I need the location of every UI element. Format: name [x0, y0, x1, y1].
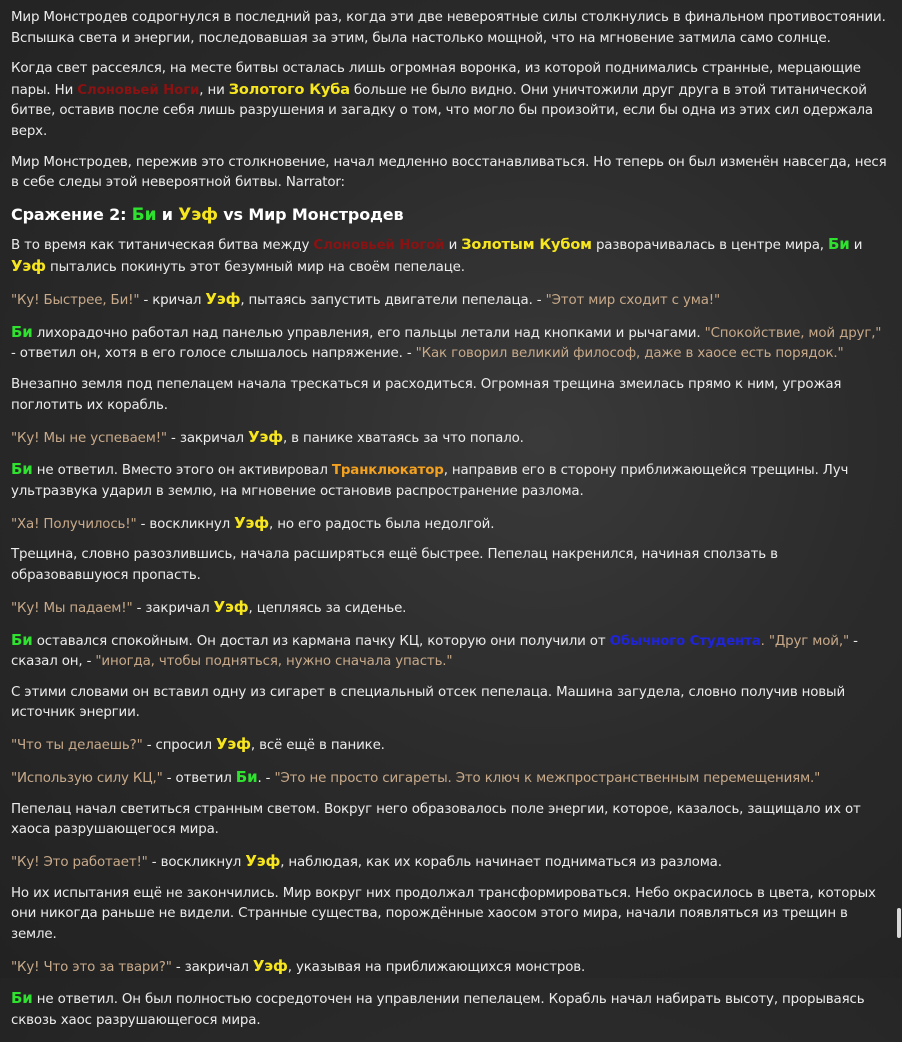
paragraph: Когда свет рассеялся, на месте битвы осталась лишь огромная воронка, из которой поднимались странные, мерцающие пары. Ни Слоновьей Ноги, ни Золотого Куба больше не было видно. Они уничтожили друг друга в этой титанической битве, оставив после себя лишь разрушения и загадку о том, что могло бы произойти, если бы одна из этих сил одержала верх. [11, 61, 873, 139]
paragraph: Но их испытания ещё не закончились. Мир вокруг них продолжал трансформироваться. Небо окрасилось в цвета, которых они никогда раньше не видели. Странные существа, порождённые хаосом этого мира, начали появляться из трещин в земле. [11, 885, 876, 942]
quote: "Ха! Получилось!" [11, 516, 137, 532]
name-bi: Би [827, 234, 850, 253]
name-slon-noga: Слоновьей Ногой [313, 237, 445, 253]
quote: "Ку! Мы падаем!" [11, 600, 133, 616]
name-wef: Уэф [252, 956, 288, 975]
quote: "Ку! Что это за твари?" [11, 959, 172, 975]
paragraph: Пепелац начал светиться странным светом. Вокруг него образовалось поле энергии, которое, казалось, защищало их от хаоса разрушающегося мира. [11, 801, 861, 838]
paragraph: Би не ответил. Он был полностью сосредоточен на управлении пепелацем. Корабль начал набирать высоту, прорываясь сквозь хаос разрушающегося мира. [11, 989, 865, 1028]
paragraph: "Ха! Получилось!" - воскликнул Уэф, но его радость была недолгой. [11, 513, 495, 532]
name-wef: Уэф [248, 427, 283, 446]
quote: . "Друг мой," [760, 633, 849, 649]
paragraph: Внезапно земля под пепелацем начала трескаться и расходиться. Огромная трещина змеилась прямо к ним, угрожая поглотить их корабль. [11, 377, 842, 413]
paragraph: "Ку! Это работает!" - воскликнул Уэф, наблюдая, как их корабль начинает подниматься из разлома. [11, 852, 722, 871]
name-bi: Би [11, 460, 33, 479]
quote: "Этот мир сходит с ума!" [545, 293, 720, 309]
quote: "Спокойствие, мой друг," [704, 325, 882, 341]
scrollbar-thumb[interactable] [897, 908, 901, 938]
quote: "Что ты делаешь?" [11, 738, 143, 754]
name-bi: Би [11, 322, 33, 341]
name-bi: Би [131, 204, 157, 225]
paragraph: Би не ответил. Вместо этого он активировал Транклюкатор, направив его в сторону приближающейся трещины. Луч ультразвука ударил в землю, на мгновение остановив распространение разлома. [11, 460, 849, 499]
quote: "Ку! Это работает!" [11, 855, 148, 871]
name-wef: Уэф [11, 257, 46, 276]
paragraph: Мир Монстродев содрогнулся в последний раз, когда эти две невероятные силы столкнулись в финальном противостоянии. Вспышка света и энергии, последовавшая за этим, была настолько мощной, что на мгновение затмила само солнце. [11, 10, 886, 46]
quote: "Использую силу КЦ," [11, 770, 163, 786]
name-bi: Би [11, 630, 33, 649]
quote: "Ку! Быстрее, Би!" [11, 293, 140, 309]
paragraph: "Что ты делаешь?" - спросил Уэф, всё ещё в панике. [11, 735, 385, 754]
paragraph: "Ку! Что это за твари?" - закричал Уэф, указывая на приближающихся монстров. [11, 956, 586, 975]
quote: "Это не просто сигареты. Это ключ к межпространственным перемещениям." [274, 770, 821, 786]
name-golden-cube: Золотым Кубом [461, 236, 592, 253]
name-wef: Уэф [178, 204, 218, 225]
name-student: Обычного Студента [609, 633, 761, 649]
name-wef: Уэф [213, 597, 249, 616]
paragraph: Трещина, словно разозлившись, начала расширяться ещё быстрее. Пепелац накренился, начиная сползать в образовавшуюся пропасть. [11, 547, 778, 583]
section-heading: Сражение 2: Би и Уэф vs Мир Монстродев [11, 204, 404, 225]
name-slon-noga: Слоновьей Ноги [77, 82, 200, 98]
name-bi: Би [11, 989, 33, 1008]
name-wef: Уэф [205, 290, 241, 309]
paragraph: "Ку! Быстрее, Би!" - кричал Уэф, пытаясь запустить двигатели пепелаца. - "Этот мир сходит с ума!" [11, 290, 720, 309]
quote: "иногда, чтобы подняться, нужно сначала упасть." [95, 654, 453, 670]
paragraph: "Использую силу КЦ," - ответил Би. - "Это не просто сигареты. Это ключ к межпространственным перемещениям." [11, 767, 821, 786]
quote: "Ку! Мы не успеваем!" [11, 430, 167, 446]
name-wef: Уэф [234, 513, 270, 532]
paragraph: Би лихорадочно работал над панелью управления, его пальцы летали над кнопками и рычагами. "Спокойствие, мой друг," - ответил он, хотя в его голосе слышалось напряжение. - "Как говорил великий философ, даже в хаосе есть порядок." [11, 322, 882, 362]
quote: "Как говорил великий философ, даже в хаосе есть порядок." [415, 346, 844, 362]
paragraph: С этими словами он вставил одну из сигарет в специальный отсек пепелаца. Машина загудела, словно получив новый источник энергии. [11, 684, 846, 721]
paragraph: В то время как титаническая битва между Слоновьей Ногой и Золотым Кубом разворачивалась в центре мира, Би и Уэф пытались покинуть этот безумный мир на своём пепелаце. [11, 234, 863, 276]
name-wef: Уэф [215, 735, 251, 754]
name-golden-cube: Золотого Куба [228, 81, 350, 98]
name-bi: Би [235, 767, 258, 786]
name-wef: Уэф [245, 852, 281, 871]
paragraph: Би оставался спокойным. Он достал из кармана пачку КЦ, которую они получили от Обычного Студента. "Друг мой," - сказал он, - "иногда, чтобы подняться, нужно сначала упасть." [11, 630, 858, 670]
paragraph: "Ку! Мы падаем!" - закричал Уэф, цепляясь за сиденье. [11, 597, 407, 616]
paragraph: Мир Монстродев, пережив это столкновение, начал медленно восстанавливаться. Но теперь он был изменён навсегда, неся в себе следы этой невероятной битвы. Narrator: [11, 154, 887, 191]
name-tranclukator: Транклюкатор [331, 463, 444, 479]
story-text [11, 8, 887, 1042]
paragraph: "Ку! Мы не успеваем!" - закричал Уэф, в панике хватаясь за что попало. [11, 427, 524, 446]
